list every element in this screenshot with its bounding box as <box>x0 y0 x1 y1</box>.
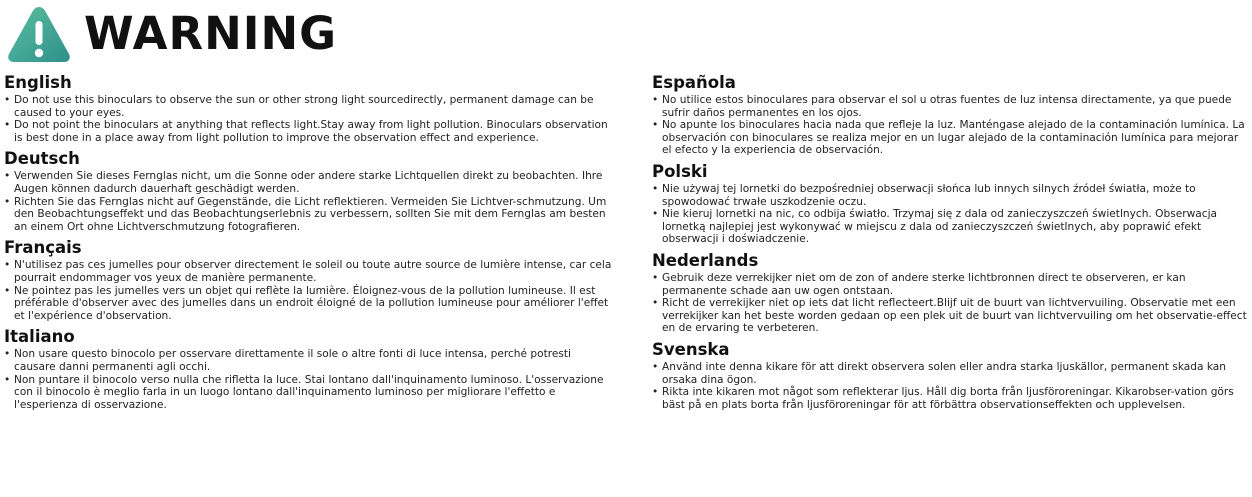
section-nederlands <box>652 250 1250 335</box>
warning-title: WARNING <box>84 7 338 60</box>
language-heading: Italiano <box>4 327 75 347</box>
section-english <box>4 72 614 144</box>
warning-list <box>4 94 614 144</box>
right-column <box>652 72 1250 415</box>
section-espanola <box>652 72 1250 157</box>
warning-item: • No apunte los binoculares hacia nada que refleje la luz. Manténgase alejado de la contaminación lumínica. La observación con binoculares se realiza mejor en un lugar alejado de la contaminación lumínica para mejorar el efecto y la experiencia de observación. <box>652 119 1250 157</box>
warning-list <box>652 183 1250 246</box>
warning-item: • N'utilisez pas ces jumelles pour observer directement le soleil ou toute autre source de lumière intense, car cela pourrait endommager vos yeux de manière permanente. <box>4 259 614 284</box>
left-column <box>4 72 614 415</box>
section-italiano <box>4 326 614 411</box>
warning-item: • Richt de verrekijker niet op iets dat licht reflecteert.Blijf uit de buurt van lichtvervuiling. Observatie met een verrekijker kan het beste worden gedaan op een plek uit de buurt van lichtvervuiling om het observatie-effect en de ervaring te verbeteren. <box>652 297 1250 335</box>
warning-item: • Verwenden Sie dieses Fernglas nicht, um die Sonne oder andere starke Lichtquellen direkt zu beobachten. Ihre Augen können dadurch dauerhaft geschädigt werden. <box>4 170 614 195</box>
section-svenska <box>652 339 1250 411</box>
language-heading: Svenska <box>652 339 730 359</box>
warning-item: • Do not point the binoculars at anything that reflects light.Stay away from light pollution. Binoculars observation is best done in a place away from light pollution to improve the observation effect and experience. <box>4 119 614 144</box>
warning-header <box>6 4 337 64</box>
language-heading: English <box>4 73 72 92</box>
warning-item: • Do not use this binoculars to observe the sun or other strong light sourcedirectly, permanent damage can be caused to your eyes. <box>4 94 614 119</box>
warning-list <box>652 272 1250 335</box>
section-francais <box>4 237 614 322</box>
warning-item: • Non usare questo binocolo per osservare direttamente il sole o altre fonti di luce intensa, perché potresti causare danni permanenti agli occhi. <box>4 348 614 373</box>
warning-item: • Richten Sie das Fernglas nicht auf Gegenstände, die Licht reflektieren. Vermeiden Sie Lichtver-schmutzung. Um den Beobachtungseffekt und das Beobachtungserlebnis zu verbessern, sollten Sie mit dem Fernglas am besten an einem Ort ohne Lichtverschmutzung fotografieren. <box>4 196 614 234</box>
warning-item: • No utilice estos binoculares para observar el sol u otras fuentes de luz intensa directamente, ya que puede sufrir daños permanentes en los ojos. <box>652 94 1250 119</box>
section-polski <box>652 161 1250 246</box>
warning-item: • Gebruik deze verrekijker niet om de zon of andere sterke lichtbronnen direct te observeren, er kan permanente schade aan uw ogen ontstaan. <box>652 272 1250 297</box>
warning-item: • Använd inte denna kikare för att direkt observera solen eller andra starka ljuskällor, permanent skada kan orsaka dina ögon. <box>652 361 1250 386</box>
language-heading: Nederlands <box>652 250 759 270</box>
language-heading: Polski <box>652 161 708 181</box>
warning-item: • Nie kieruj lornetki na nic, co odbija światło. Trzymaj się z dala od zanieczyszczeń świetlnych. Obserwacja lornetką najlepiej jest wykonywać w miejscu z dala od zanieczyszczeń świetlnych, aby poprawić efekt obserwacji i doświadczenie. <box>652 208 1250 246</box>
language-heading: Española <box>652 73 736 92</box>
section-deutsch <box>4 148 614 233</box>
warning-list <box>4 259 614 322</box>
warning-item: • Non puntare il binocolo verso nulla che rifletta la luce. Stai lontano dall'inquinamento luminoso. L'osservazione con il binocolo è meglio farla in un luogo lontano dall'inquinamento luminoso per migliorare l'effetto e l'esperienza di osservazione. <box>4 374 614 412</box>
warning-item: • Rikta inte kikaren mot något som reflekterar ljus. Håll dig borta från ljusföroreningar. Kikarobser-vation görs bäst på en plats borta från ljusföroreningar för att förbättra observationseffekten och upplevelsen. <box>652 386 1250 411</box>
warning-list <box>652 94 1250 157</box>
warning-list <box>4 170 614 233</box>
warning-list <box>4 348 614 411</box>
warning-triangle-icon <box>6 4 72 64</box>
language-heading: Français <box>4 238 82 258</box>
warning-list <box>652 361 1250 411</box>
warning-item: • Ne pointez pas les jumelles vers un objet qui reflète la lumière. Éloignez-vous de la pollution lumineuse. Il est préférable d'observer avec des jumelles dans un endroit éloigné de la pollution lumineuse pour améliorer l'effet et l'expérience d'observation. <box>4 285 614 323</box>
language-heading: Deutsch <box>4 149 80 169</box>
warning-item: • Nie używaj tej lornetki do bezpośredniej obserwacji słońca lub innych silnych źródeł światła, może to spowodować trwałe uszkodzenie oczu. <box>652 183 1250 208</box>
